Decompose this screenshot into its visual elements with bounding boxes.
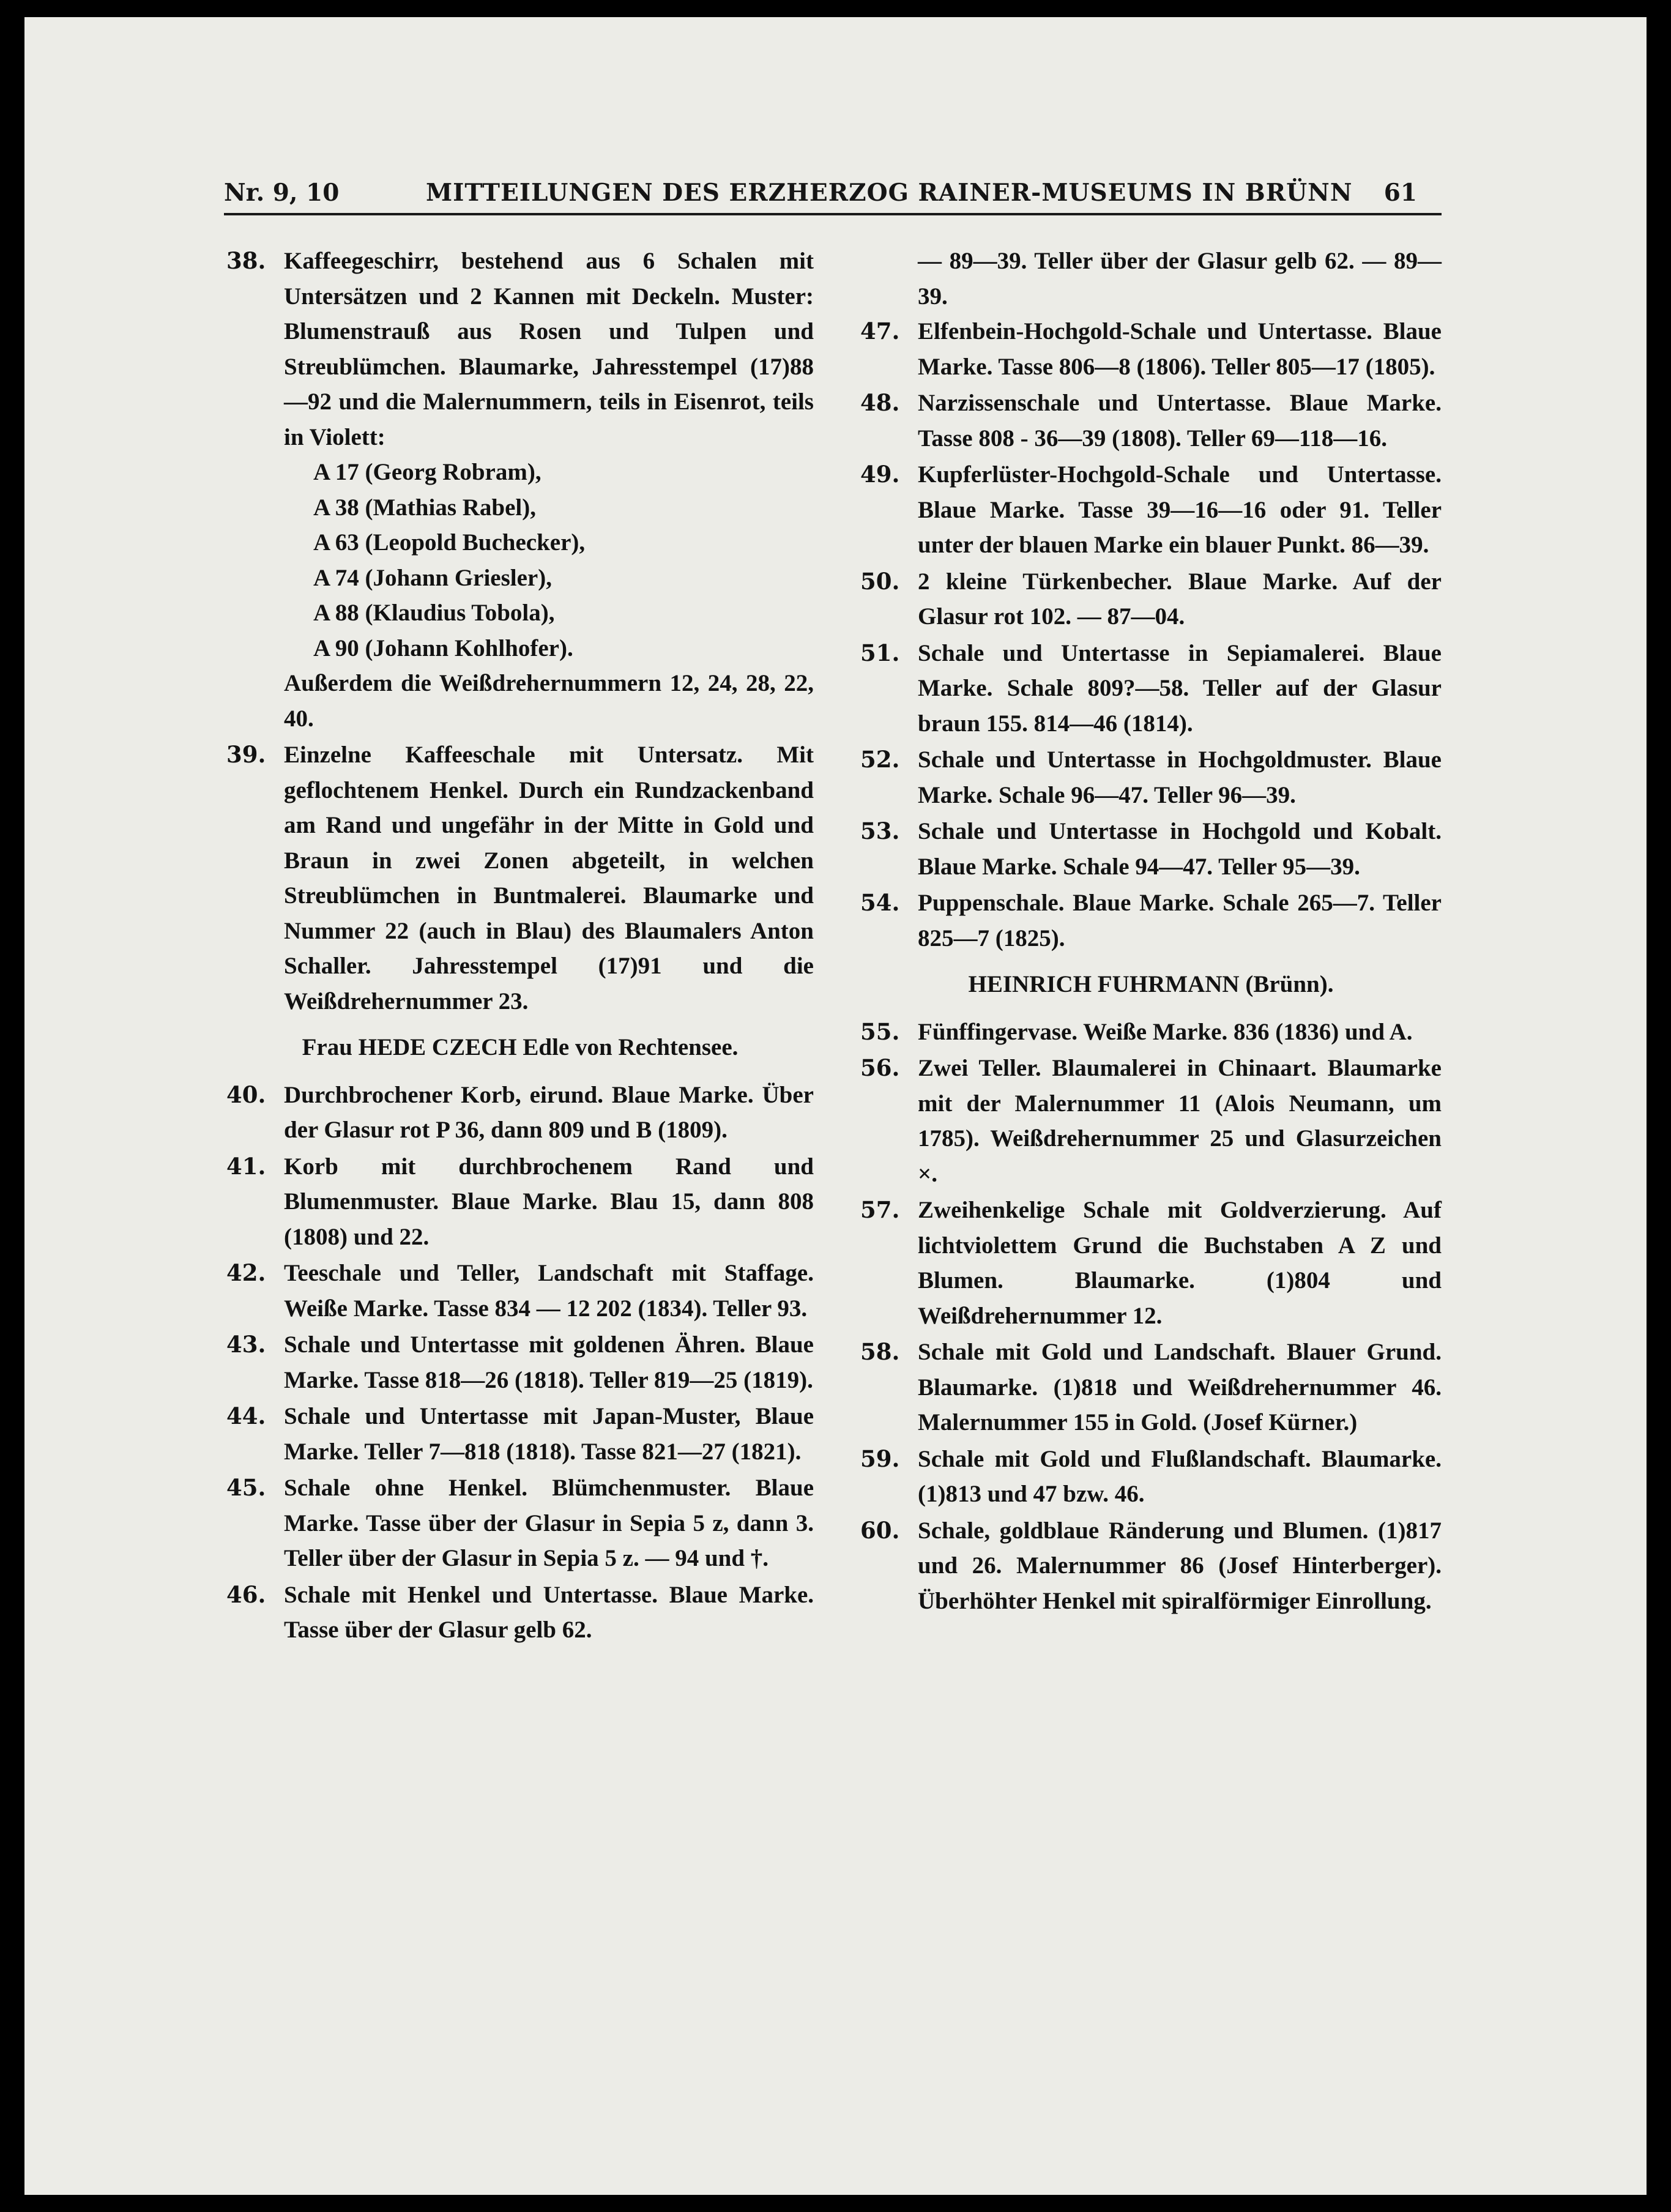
- entry-text: Narzissenschale und Untertasse. Blaue Marke. Tasse 808 - 36—39 (1808). Teller 69—118—16.: [918, 390, 1442, 452]
- catalog-entry-57: [860, 1193, 1442, 1333]
- entry-number: 46.: [226, 1581, 266, 1608]
- entry-46-continuation: — 89—39. Teller über der Glasur gelb 62. — 89—39.: [918, 248, 1442, 310]
- entry-text: Durchbrochener Korb, eirund. Blaue Marke. Über der Glasur rot P 36, dann 809 und B (1809).: [284, 1081, 814, 1143]
- catalog-entry-52: [860, 742, 1442, 813]
- entry-text: Schale und Untertasse in Hochgoldmuster. Blaue Marke. Schale 96—47. Teller 96—39.: [918, 747, 1442, 808]
- entry-text: Schale und Untertasse in Hochgold und Kobalt. Blaue Marke. Schale 94—47. Teller 95—39.: [918, 818, 1442, 880]
- catalog-entry-54: [860, 885, 1442, 956]
- entry-text: Schale mit Henkel und Untertasse. Blaue Marke. Tasse über der Glasur gelb 62.: [284, 1581, 814, 1643]
- scanned-page: [24, 17, 1647, 2195]
- entry-text: Schale mit Gold und Landschaft. Blauer Grund. Blaumarke. (1)818 und Weißdrehernummer 46. Malernummer 155 in Gold. (Josef Kürner.): [918, 1339, 1442, 1436]
- entry-text: Zweihenkelige Schale mit Goldverzierung. Auf lichtviolettem Grund die Buchstaben A Z und Blumen. Blaumarke. (1)804 und Weißdrehernummer 12.: [918, 1197, 1442, 1329]
- entry-number: 52.: [860, 746, 900, 773]
- catalog-entry-53: [860, 814, 1442, 884]
- catalog-entry-38: [226, 244, 814, 736]
- entry-text: Schale und Untertasse mit goldenen Ähren. Blaue Marke. Tasse 818—26 (1818). Teller 819—25 (1819).: [284, 1331, 814, 1393]
- entry-text: Schale ohne Henkel. Blümchenmuster. Blaue Marke. Tasse über der Glasur in Sepia 5 z, dann 3. Teller über der Glasur in Sepia 5 z. — 94 und †.: [284, 1475, 814, 1571]
- entry-text: 2 kleine Türkenbecher. Blaue Marke. Auf der Glasur rot 102. — 87—04.: [918, 568, 1442, 630]
- catalog-entry-51: [860, 636, 1442, 742]
- left-column: [226, 244, 814, 1649]
- entry-text: Teeschale und Teller, Landschaft mit Staffage. Weiße Marke. Tasse 834 — 12 202 (1834). Teller 93.: [284, 1260, 814, 1322]
- painter-line: A 88 (Klaudius Tobola),: [313, 600, 555, 626]
- header-rule: [224, 213, 1442, 215]
- collector-heading: HEINRICH FUHRMANN (Brünn).: [968, 971, 1334, 997]
- painter-line: A 90 (Johann Kohlhofer).: [313, 635, 573, 661]
- catalog-entry-55: [860, 1015, 1442, 1050]
- entry-number: 56.: [860, 1054, 900, 1081]
- entry-text: Fünffingervase. Weiße Marke. 836 (1836) und A.: [918, 1018, 1413, 1045]
- entry-number: 58.: [860, 1338, 900, 1365]
- entry-text: Kupferlüster-Hochgold-Schale und Untertasse. Blaue Marke. Tasse 39—16—16 oder 91. Teller unter der blauen Marke ein blauer Punkt. 86—39.: [918, 461, 1442, 558]
- catalog-entry-47: [860, 314, 1442, 384]
- entry-number: 55.: [860, 1018, 900, 1045]
- catalog-entry-56: [860, 1051, 1442, 1191]
- entry-number: 44.: [226, 1402, 266, 1429]
- entry-number: 40.: [226, 1081, 266, 1108]
- catalog-entry-43: [226, 1327, 814, 1398]
- painter-line: A 74 (Johann Griesler),: [313, 564, 552, 591]
- entry-text: Zwei Teller. Blaumalerei in Chinaart. Blaumarke mit der Malernummer 11 (Alois Neumann, um 1785). Weißdrehernummer 25 und Glasurzeichen ×.: [918, 1055, 1442, 1187]
- catalog-entry-59: [860, 1442, 1442, 1512]
- entry-text: Schale und Untertasse in Sepiamalerei. Blaue Marke. Schale 809?—58. Teller auf der Glasur braun 155. 814—46 (1814).: [918, 639, 1442, 737]
- catalog-entry-58: [860, 1335, 1442, 1440]
- catalog-entry-45: [226, 1470, 814, 1576]
- entry-number: 42.: [226, 1259, 266, 1286]
- right-column: [860, 244, 1442, 1620]
- entry-number: 54.: [860, 889, 900, 916]
- painter-line: A 63 (Leopold Buchecker),: [313, 529, 586, 556]
- entry-extra-text: Außerdem die Weißdrehernummern 12, 24, 28, 22, 40.: [284, 670, 814, 732]
- painter-line: A 17 (Georg Robram),: [313, 459, 541, 485]
- journal-title: MITTEILUNGEN DES ERZHERZOG RAINER-MUSEUMS IN BRÜNN: [426, 179, 1353, 207]
- entry-number: 59.: [860, 1445, 900, 1472]
- entry-text: Puppenschale. Blaue Marke. Schale 265—7. Teller 825—7 (1825).: [918, 890, 1442, 951]
- catalog-entry-41: [226, 1149, 814, 1255]
- entry-text: Kaffeegeschirr, bestehend aus 6 Schalen mit Untersätzen und 2 Kannen mit Deckeln. Muster: Blumenstrauß aus Rosen und Tulpen und Streublümchen. Blaumarke, Jahresstempel (17)88—92 und die Malernummern, teils in Eisenrot, teils in Violett:: [284, 248, 814, 450]
- entry-number: 43.: [226, 1331, 266, 1358]
- catalog-entry-39: [226, 737, 814, 1019]
- entry-number: 57.: [860, 1196, 900, 1223]
- entry-number: 53.: [860, 817, 900, 844]
- entry-number: 50.: [860, 567, 900, 595]
- entry-number: 51.: [860, 639, 900, 666]
- issue-number: Nr. 9, 10: [224, 179, 340, 207]
- catalog-entry-44: [226, 1399, 814, 1469]
- entry-number: 41.: [226, 1152, 266, 1180]
- entry-text: Schale und Untertasse mit Japan-Muster, Blaue Marke. Teller 7—818 (1818). Tasse 821—27 (1821).: [284, 1403, 814, 1465]
- entry-text: Korb mit durchbrochenem Rand und Blumenmuster. Blaue Marke. Blau 15, dann 808 (1808) und 22.: [284, 1153, 814, 1250]
- catalog-entry-50: [860, 564, 1442, 635]
- catalog-entry-42: [226, 1256, 814, 1326]
- catalog-entry-40: [226, 1078, 814, 1148]
- entry-text: Schale mit Gold und Flußlandschaft. Blaumarke. (1)813 und 47 bzw. 46.: [918, 1445, 1442, 1507]
- catalog-entry-46: [226, 1577, 814, 1648]
- entry-number: 47.: [860, 318, 900, 344]
- entry-number: 48.: [860, 389, 900, 416]
- entry-text: Einzelne Kaffeeschale mit Untersatz. Mit geflochtenem Henkel. Durch ein Rundzackenband am Rand und ungefähr in der Mitte in Gold und Braun in zwei Zonen abgeteilt, in welchen Streublümchen in Buntmalerei. Blaumarke und Nummer 22 (auch in Blau) des Blaumalers Anton Schaller. Jahresstempel (17)91 und die Weißdrehernummer 23.: [284, 742, 814, 1015]
- entry-number: 38.: [226, 247, 266, 274]
- page-number: 61: [1383, 179, 1417, 207]
- collector-heading: Frau HEDE CZECH Edle von Rechtensee.: [302, 1034, 739, 1060]
- catalog-entry-60: [860, 1513, 1442, 1619]
- entry-text: Schale, goldblaue Ränderung und Blumen. (1)817 und 26. Malernummer 86 (Josef Hinterberger). Überhöhter Henkel mit spiralförmiger Einrollung.: [918, 1517, 1442, 1614]
- catalog-entry-48: [860, 385, 1442, 456]
- catalog-entry-49: [860, 457, 1442, 563]
- entry-number: 60.: [860, 1516, 900, 1544]
- entry-text: Elfenbein-Hochgold-Schale und Untertasse. Blaue Marke. Tasse 806—8 (1806). Teller 805—17 (1805).: [918, 318, 1442, 380]
- entry-number: 49.: [860, 461, 900, 488]
- painter-line: A 38 (Mathias Rabel),: [313, 494, 536, 521]
- running-header: [224, 164, 1417, 213]
- entry-number: 45.: [226, 1474, 266, 1501]
- entry-number: 39.: [226, 741, 266, 768]
